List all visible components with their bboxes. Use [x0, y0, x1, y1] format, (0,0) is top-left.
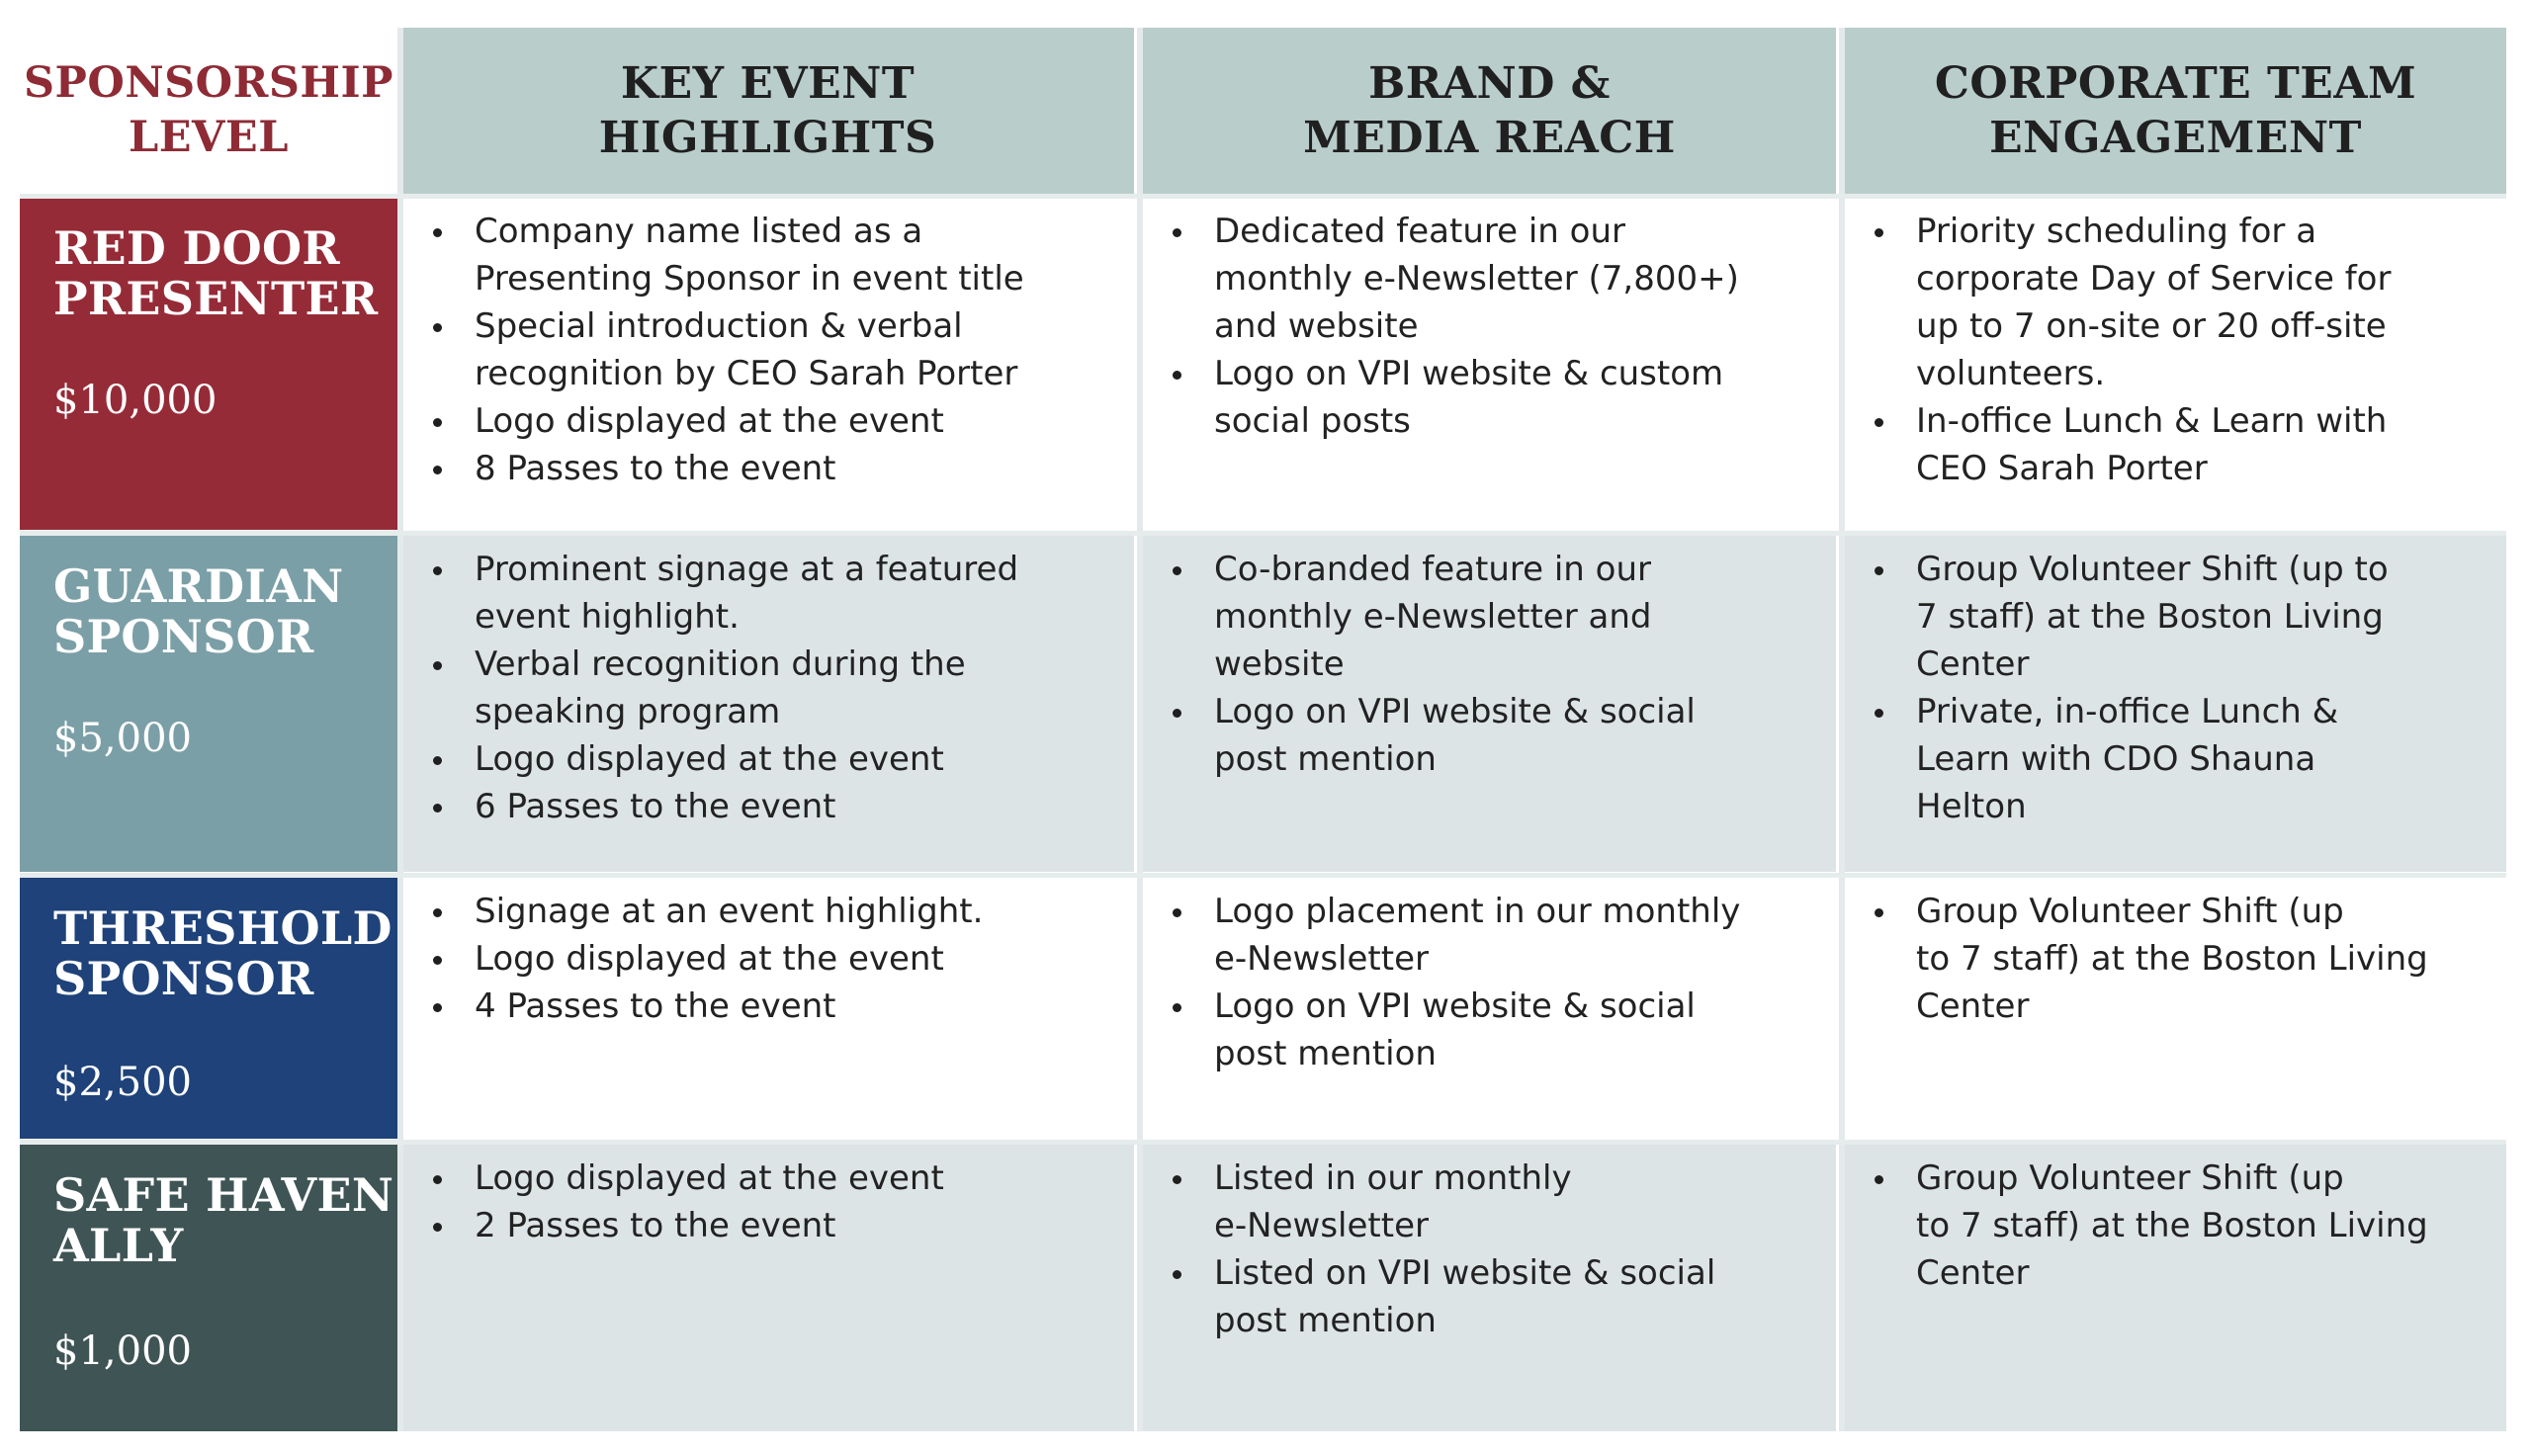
corporate-team-engagement-cell — [1845, 536, 2506, 872]
benefit-text-line: Helton — [1916, 787, 2027, 826]
sponsorship-level-cell — [20, 198, 397, 530]
level-price: $5,000 — [53, 716, 192, 761]
benefit-list — [1143, 1155, 1818, 1344]
level-name-line: THRESHOLD — [53, 901, 393, 955]
level-price: $2,500 — [53, 1060, 192, 1105]
benefit-text-line: Logo on VPI website & social — [1214, 692, 1696, 731]
benefit-item — [1845, 208, 2488, 397]
benefit-text-line: Center — [1916, 644, 2030, 684]
benefit-text-line: CEO Sarah Porter — [1916, 449, 2208, 488]
sponsorship-level-heading-line: SPONSORSHIP — [23, 57, 394, 108]
corporate-team-engagement-cell — [1845, 198, 2506, 530]
benefit-text-line: up to 7 on-site or 20 off-site — [1916, 306, 2387, 346]
benefit-item — [401, 397, 1116, 445]
level-name — [53, 223, 397, 323]
column-divider — [1839, 28, 1845, 1431]
benefit-text-line: Logo displayed at the event — [475, 939, 944, 979]
benefit-text-line: monthly e-Newsletter (7,800+) — [1214, 259, 1739, 299]
benefit-text-line: corporate Day of Service for — [1916, 259, 2392, 299]
level-name — [53, 1170, 397, 1270]
benefit-text-line: Center — [1916, 1253, 2030, 1293]
benefit-text-line: website — [1214, 644, 1345, 684]
benefit-text-line: social posts — [1214, 401, 1411, 441]
benefit-list — [401, 546, 1116, 830]
benefit-text-line: Logo displayed at the event — [475, 401, 944, 441]
benefit-list — [1845, 546, 2488, 830]
benefit-text-line: post mention — [1214, 1301, 1437, 1340]
brand-media-reach-cell — [1143, 878, 1836, 1139]
brand-media-reach-cell — [1143, 198, 1836, 530]
benefit-text-line: Dedicated feature in our — [1214, 212, 1625, 251]
benefit-list — [1845, 1155, 2488, 1297]
level-name — [53, 903, 397, 1003]
level-name-line: ALLY — [53, 1218, 184, 1272]
benefit-text-line: Logo displayed at the event — [475, 739, 944, 779]
benefit-item — [1143, 546, 1818, 688]
benefit-text-line: post mention — [1214, 1034, 1437, 1073]
benefit-item — [1143, 1155, 1818, 1249]
benefit-item — [1143, 688, 1818, 783]
benefit-text-line: volunteers. — [1916, 354, 2106, 393]
row-divider — [20, 194, 2506, 199]
benefit-item — [401, 546, 1116, 641]
benefit-item — [401, 208, 1116, 302]
column-header-corporate-team-engagement — [1845, 28, 2506, 194]
key-event-highlights-cell — [401, 198, 1134, 530]
benefit-text-line: Group Volunteer Shift (up to — [1916, 550, 2389, 589]
level-name — [53, 561, 397, 661]
tier-row-safe-haven-ally — [20, 1145, 2506, 1431]
column-divider — [1137, 28, 1143, 1431]
benefit-text-line: Company name listed as a — [475, 212, 923, 251]
benefit-text-line: e-Newsletter — [1214, 1206, 1429, 1245]
benefit-text-line: Priority scheduling for a — [1916, 212, 2317, 251]
benefit-item — [401, 783, 1116, 830]
benefit-list — [1845, 888, 2488, 1030]
benefit-item — [401, 445, 1116, 492]
benefit-list — [401, 1155, 1116, 1249]
level-price: $10,000 — [53, 378, 218, 423]
tier-row-red-door-presenter — [20, 198, 2506, 530]
level-name-line: SPONSOR — [53, 609, 314, 663]
benefit-text-line: 7 staff) at the Boston Living — [1916, 597, 2384, 637]
level-price: $1,000 — [53, 1328, 192, 1374]
benefit-text-line: monthly e-Newsletter and — [1214, 597, 1652, 637]
column-header-line: KEY EVENT — [620, 58, 916, 109]
benefit-item — [401, 888, 1116, 935]
benefit-item — [1143, 1249, 1818, 1344]
column-header-line: BRAND & — [1368, 58, 1611, 109]
benefit-text-line: Group Volunteer Shift (up — [1916, 892, 2344, 931]
benefit-item — [401, 735, 1116, 783]
column-divider — [397, 28, 403, 1431]
level-name-line: RED DOOR — [53, 221, 340, 275]
benefit-text-line: Co-branded feature in our — [1214, 550, 1651, 589]
benefit-list — [1143, 546, 1818, 783]
benefit-item — [1845, 546, 2488, 688]
benefit-text-line: speaking program — [475, 692, 781, 731]
benefit-item — [401, 641, 1116, 735]
benefit-item — [401, 935, 1116, 983]
benefit-item — [401, 1202, 1116, 1249]
column-header-line: HIGHLIGHTS — [598, 113, 937, 163]
corporate-team-engagement-cell — [1845, 1145, 2506, 1431]
benefit-text-line: Private, in-office Lunch & — [1916, 692, 2339, 731]
level-name-line: SAFE HAVEN — [53, 1168, 394, 1222]
benefit-item — [1143, 983, 1818, 1077]
benefit-list — [1845, 208, 2488, 492]
key-event-highlights-cell — [401, 878, 1134, 1139]
benefit-text-line: recognition by CEO Sarah Porter — [475, 354, 1018, 393]
tier-row-guardian-sponsor — [20, 536, 2506, 872]
tier-row-threshold-sponsor — [20, 878, 2506, 1139]
benefit-item — [1845, 1155, 2488, 1297]
benefit-text-line: to 7 staff) at the Boston Living — [1916, 939, 2428, 979]
brand-media-reach-cell — [1143, 536, 1836, 872]
benefit-text-line: Learn with CDO Shauna — [1916, 739, 2316, 779]
benefit-text-line: Presenting Sponsor in event title — [475, 259, 1024, 299]
benefit-text-line: 2 Passes to the event — [475, 1206, 836, 1245]
benefit-text-line: Logo on VPI website & custom — [1214, 354, 1724, 393]
benefit-text-line: event highlight. — [475, 597, 740, 637]
sponsorship-level-cell — [20, 878, 397, 1139]
sponsorship-level-heading-line: LEVEL — [129, 113, 289, 162]
benefit-item — [401, 1155, 1116, 1202]
key-event-highlights-cell — [401, 1145, 1134, 1431]
benefit-text-line: e-Newsletter — [1214, 939, 1429, 979]
benefit-item — [1845, 688, 2488, 830]
column-header-line: MEDIA REACH — [1303, 113, 1676, 163]
key-event-highlights-cell — [401, 536, 1134, 872]
benefit-item — [401, 983, 1116, 1030]
sponsorship-level-cell — [20, 1145, 397, 1431]
benefit-text-line: Logo placement in our monthly — [1214, 892, 1741, 931]
row-divider — [20, 873, 2506, 878]
benefit-text-line: Verbal recognition during the — [475, 644, 966, 684]
corporate-team-engagement-cell — [1845, 878, 2506, 1139]
column-header-brand-media-reach — [1143, 28, 1836, 194]
row-divider — [20, 1140, 2506, 1145]
brand-media-reach-cell — [1143, 1145, 1836, 1431]
benefit-text-line: Special introduction & verbal — [475, 306, 963, 346]
level-name-line: SPONSOR — [53, 951, 314, 1005]
sponsorship-level-cell — [20, 536, 397, 872]
row-divider — [20, 531, 2506, 536]
benefit-text-line: 4 Passes to the event — [475, 986, 836, 1026]
benefit-list — [1143, 888, 1818, 1077]
benefit-list — [401, 208, 1116, 492]
level-name-line: PRESENTER — [53, 271, 379, 325]
benefit-text-line: Listed in our monthly — [1214, 1158, 1572, 1198]
benefit-list — [401, 888, 1116, 1030]
benefit-text-line: Listed on VPI website & social — [1214, 1253, 1716, 1293]
sponsorship-level-heading — [20, 28, 397, 194]
benefit-text-line: Signage at an event highlight. — [475, 892, 984, 931]
benefit-text-line: to 7 staff) at the Boston Living — [1916, 1206, 2428, 1245]
benefit-text-line: 6 Passes to the event — [475, 787, 836, 826]
benefit-list — [1143, 208, 1818, 445]
benefit-text-line: Center — [1916, 986, 2030, 1026]
benefit-text-line: Prominent signage at a featured — [475, 550, 1019, 589]
benefit-text-line: Logo displayed at the event — [475, 1158, 944, 1198]
level-name-line: GUARDIAN — [53, 559, 344, 613]
column-header-key-event-highlights — [401, 28, 1134, 194]
benefit-item — [401, 302, 1116, 397]
benefit-text-line: Group Volunteer Shift (up — [1916, 1158, 2344, 1198]
benefit-text-line: Logo on VPI website & social — [1214, 986, 1696, 1026]
column-header-line: ENGAGEMENT — [1989, 113, 2362, 163]
benefit-item — [1845, 888, 2488, 1030]
benefit-item — [1845, 397, 2488, 492]
benefit-text-line: 8 Passes to the event — [475, 449, 836, 488]
column-header-line: CORPORATE TEAM — [1934, 58, 2417, 109]
benefit-item — [1143, 208, 1818, 350]
benefit-text-line: and website — [1214, 306, 1419, 346]
benefit-text-line: post mention — [1214, 739, 1437, 779]
benefit-item — [1143, 888, 1818, 983]
benefit-item — [1143, 350, 1818, 445]
benefit-text-line: In-office Lunch & Learn with — [1916, 401, 2388, 441]
